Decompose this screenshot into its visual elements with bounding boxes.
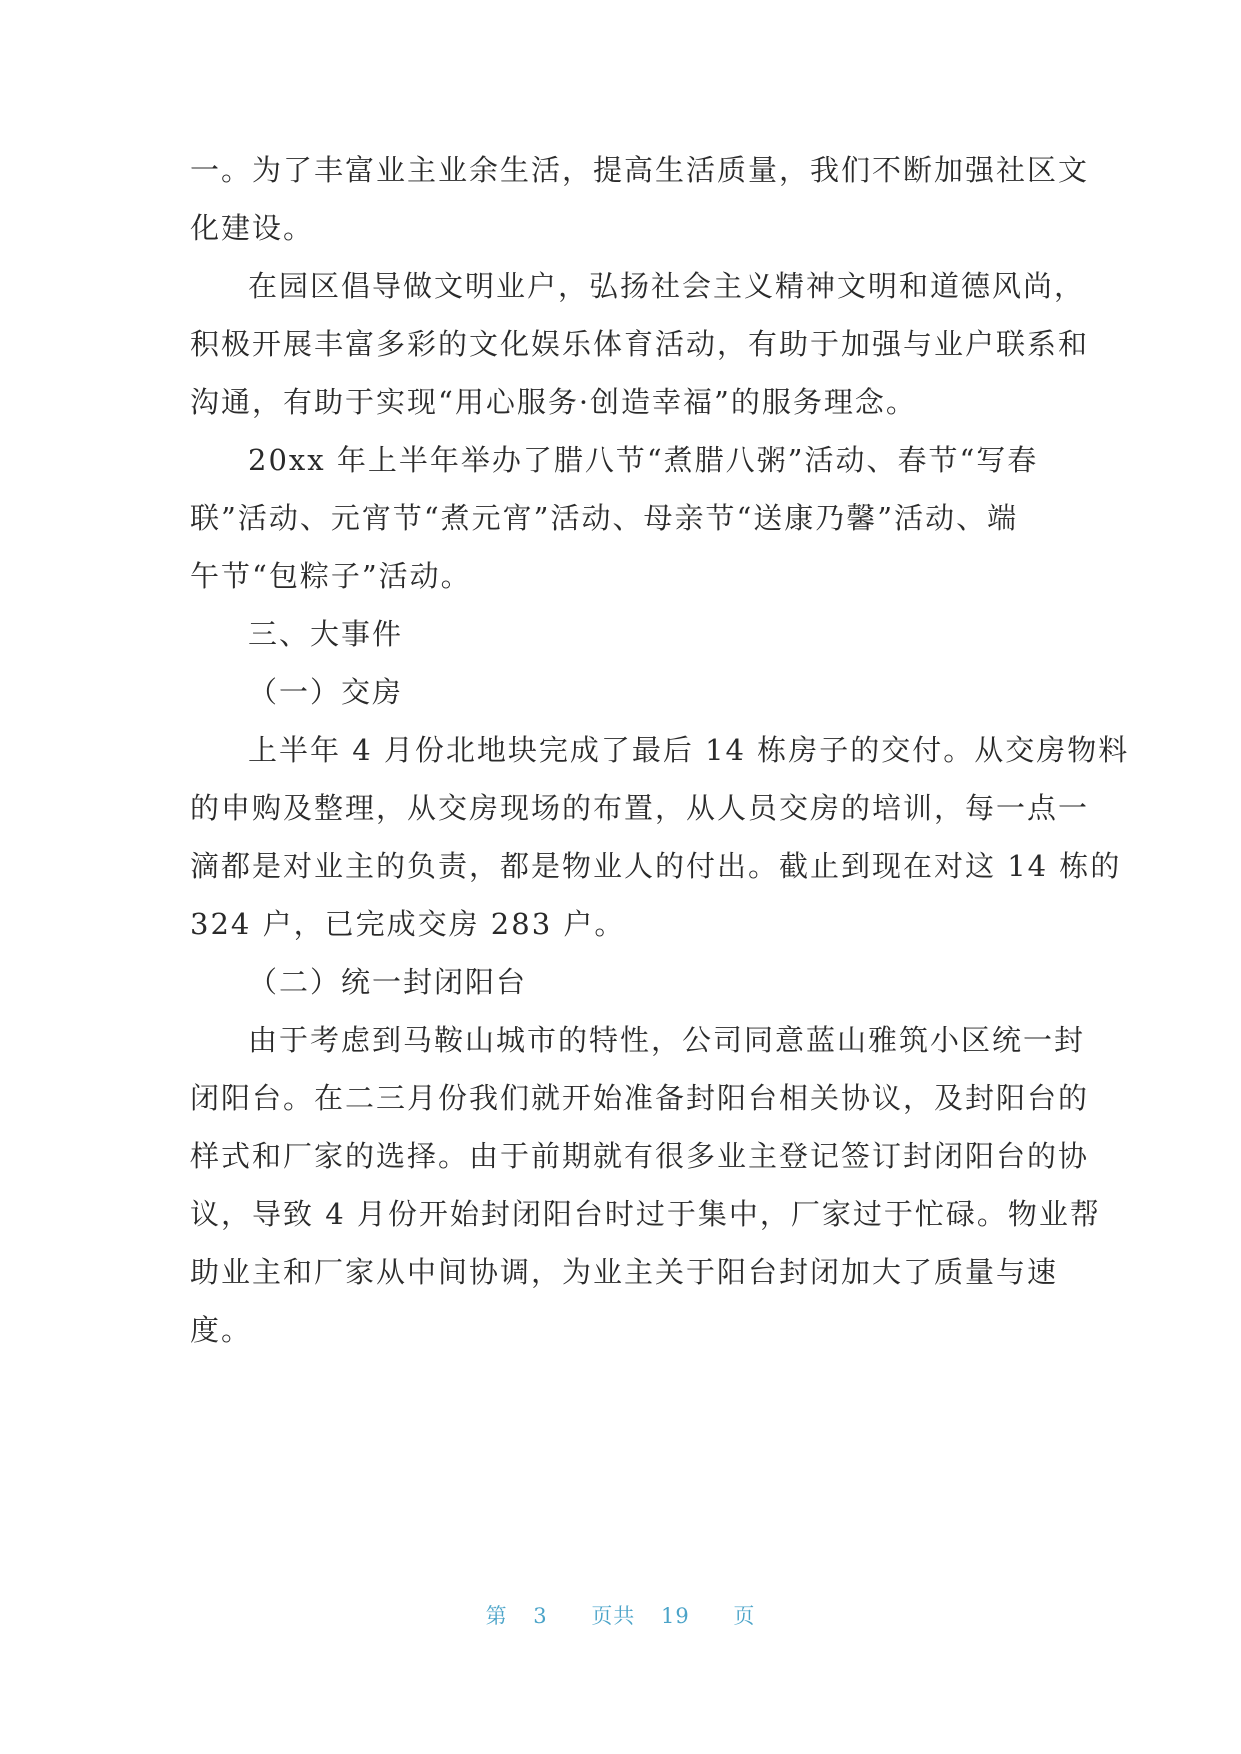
text-line: 的申购及整理，从交房现场的布置，从人员交房的培训，每一点一: [190, 791, 1090, 825]
text-line: 联”活动、元宵节“煮元宵”活动、母亲节“送康乃馨”活动、端: [190, 501, 1019, 535]
text-line: 在园区倡导做文明业户，弘扬社会主义精神文明和道德风尚，: [248, 269, 1086, 303]
text-line: 20xx 年上半年举办了腊八节“煮腊八粥”活动、春节“写春: [248, 443, 1039, 477]
text-line: 沟通，有助于实现“用心服务·创造幸福”的服务理念。: [190, 385, 917, 419]
subsection-heading: （一）交房: [248, 675, 404, 709]
current-page-number: 3: [533, 1604, 548, 1628]
text-line: 度。: [190, 1313, 253, 1347]
text-line: 324 户，已完成交房 283 户。: [190, 907, 626, 941]
text-line: 闭阳台。在二三月份我们就开始准备封阳台相关协议，及封阳台的: [190, 1081, 1090, 1115]
footer-middle: 页共: [591, 1604, 636, 1628]
section-heading: 三、大事件: [248, 617, 404, 651]
footer-prefix: 第: [485, 1604, 508, 1628]
text-line: 一。为了丰富业主业余生活，提高生活质量，我们不断加强社区文: [190, 153, 1090, 187]
total-pages-number: 19: [661, 1604, 690, 1628]
text-line: 积极开展丰富多彩的文化娱乐体育活动，有助于加强与业户联系和: [190, 327, 1090, 361]
text-line: 化建设。: [190, 211, 315, 245]
text-line: 由于考虑到马鞍山城市的特性，公司同意蓝山雅筑小区统一封: [248, 1023, 1086, 1057]
text-line: 午节“包粽子”活动。: [190, 559, 472, 593]
page-footer: [0, 1600, 1241, 1630]
text-line: 议，导致 4 月份开始封闭阳台时过于集中，厂家过于忙碌。物业帮: [190, 1197, 1101, 1231]
text-line: 样式和厂家的选择。由于前期就有很多业主登记签订封闭阳台的协: [190, 1139, 1090, 1173]
text-line: 助业主和厂家从中间协调，为业主关于阳台封闭加大了质量与速: [190, 1255, 1059, 1289]
text-line: 上半年 4 月份北地块完成了最后 14 栋房子的交付。从交房物料: [248, 733, 1130, 767]
footer-suffix: 页: [733, 1604, 756, 1628]
subsection-heading: （二）统一封闭阳台: [248, 965, 528, 999]
text-line: 滴都是对业主的负责，都是物业人的付出。截止到现在对这 14 栋的: [190, 849, 1122, 883]
